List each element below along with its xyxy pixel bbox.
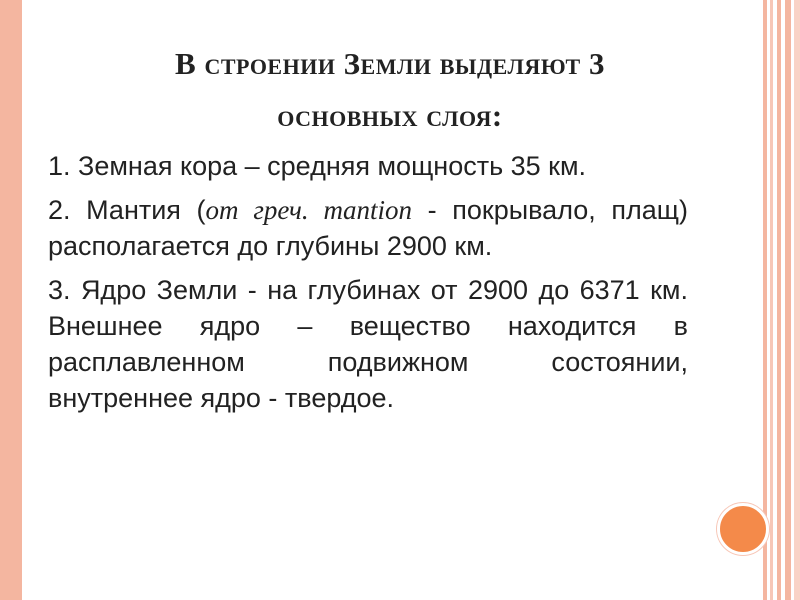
right-border-stripe <box>763 0 767 600</box>
list-item-crust: 1. Земная кора – средняя мощность 35 км. <box>48 151 587 181</box>
slide-title <box>40 38 740 142</box>
list-item-mantle <box>48 192 688 264</box>
right-border-stripe <box>770 0 773 600</box>
mantle-text-start: 2. Мантия ( <box>48 195 206 225</box>
decorative-circle <box>717 503 769 555</box>
right-border-stripe <box>794 0 800 600</box>
mantle-etymology: от греч. mantion <box>205 195 413 225</box>
title-line-2: основных слоя: <box>277 98 503 133</box>
left-border-stripe <box>0 0 22 600</box>
title-line-1: В строении Земли выделяют 3 <box>175 46 605 81</box>
slide-body <box>48 148 688 424</box>
mantle-text-end: - покрывало, плащ) располагается до глубины 2900 км. <box>48 195 688 261</box>
right-border-stripe <box>785 0 791 600</box>
list-item-core: 3. Ядро Земли - на глубинах от 2900 до 6371 км. Внешнее ядро – вещество находится в расплавленном подвижном состоянии, внутреннее ядро - твердое. <box>48 275 688 413</box>
right-border-stripe <box>777 0 781 600</box>
